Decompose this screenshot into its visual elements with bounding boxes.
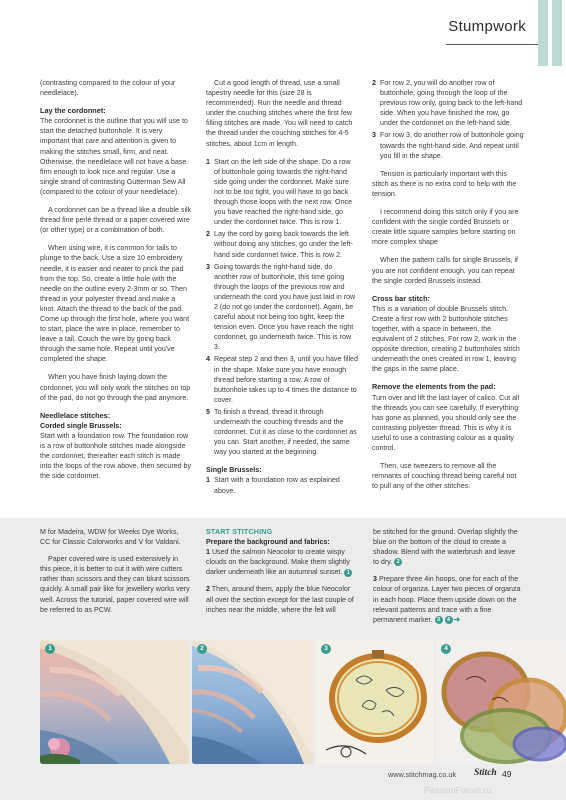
step-text: Lay the cord by going back towards the left without doing any stitches, go under the left-hand side cordonnet twice. This is row 2. <box>214 230 353 259</box>
list-item <box>206 229 358 259</box>
magazine-logo: Stitch <box>474 768 497 778</box>
step-photo-1 <box>40 640 189 764</box>
subheading-prepare: Prepare the background and fabrics: <box>206 538 330 547</box>
list-item <box>206 157 358 228</box>
bottom-column-3 <box>373 527 523 632</box>
photo-number-badge: 2 <box>197 644 207 654</box>
edge-tab <box>552 0 562 66</box>
column-2 <box>206 78 358 504</box>
subheading-single-brussels: Single Brussels: <box>206 466 262 475</box>
paragraph: When the pattern calls for single Brussels, if you are not confident enough, you can repeat the single corded Brussels instead. <box>372 256 518 285</box>
photo-ref-badge: 3 <box>435 616 443 624</box>
step-text: Start with a foundation row as explained above. <box>214 476 340 495</box>
steps-list <box>372 78 524 161</box>
header-rule <box>446 44 546 45</box>
step-text: Prepare three 4in hoops, one for each of the colour of organza. Layer two pieces of organza in each hoop. Place them upside down on the relevant patterns and trace with a fine permanent marker. <box>373 575 521 624</box>
bottom-column-1 <box>40 527 190 622</box>
step-photo-3 <box>316 640 434 764</box>
step-text: To finish a thread, thread it through underneath the couching threads and the cordonnet. Cut it as close to the cordonnet as you can. Start another, if needed, the same way you started at the beginning. <box>214 407 357 457</box>
paragraph: When you have finish laying down the cordonnet, you will only work the stitches on top of the pad, do not go through the pad anymore. <box>40 373 191 402</box>
photo-number-badge: 4 <box>441 644 451 654</box>
step-number: 1 <box>206 157 210 166</box>
paragraph: Paper covered wire is used extensively in this piece, it is better to cut it with wire cutters rather than scissors and they can blunt scissors quickly. A small pair like for jewellery works very well. Across the tutorial, paper covered wire will be referred to as PCW. <box>40 555 190 614</box>
paragraph: When using wire, it is common for tails to plunge to the back. Use a size 10 embroidery needle, it is easier and neater to prick the pad from the top. So, create a little hole with the needle on the outline every 2-3mm or so. Then thread in your polyester thread and make a knot. Attach the thread to the back of the pad. Come up through the first hole, where you want to start, place the wire in place, remember to leave a tail. Couch the wire by going back through the same hole. Repeat until you've completed the shape. <box>40 244 190 364</box>
step-number: 3 <box>206 262 210 271</box>
page-header <box>0 14 566 40</box>
photo-ref-badge: 2 <box>394 558 402 566</box>
heading-remove-elements: Remove the elements from the pad: <box>372 382 496 392</box>
list-item <box>206 354 358 404</box>
photo-number-badge: 1 <box>45 644 55 654</box>
edge-tab <box>538 0 548 66</box>
list-item <box>206 475 358 495</box>
step-number: 2 <box>206 585 210 594</box>
step-number: 5 <box>206 407 210 416</box>
step <box>206 584 356 614</box>
column-3 <box>372 78 524 499</box>
step-number: 1 <box>206 476 210 485</box>
steps-list <box>206 475 358 495</box>
continue-arrow-icon: ➜ <box>453 614 461 624</box>
step-text: For row 2, you will do another row of buttonhole, going through the loop of the previous row only, going back to the left-hand side. When you have finished the row, go under the cordonnet on the left-hand side. <box>380 79 523 128</box>
step-text: Used the salmon Neocolor to create wispy clouds on the background. Make them slightly darker underneath like an autumnal sunset. <box>206 548 350 577</box>
step-text: For row 3, do another row of buttonhole going towards the right-hand side. And repeat until you fill in the shape. <box>380 131 524 160</box>
heading-cross-bar-stitch: Cross bar stitch: <box>372 293 430 303</box>
heading-lay-cordonnet: Lay the cordonnet: <box>40 106 106 116</box>
step <box>373 574 523 624</box>
watermark: PassionForum.ru <box>424 785 492 795</box>
step-text: be stitched for the ground. Overlap slightly the blue on the bottom of the cloud to create a shadow. Blend with the waterbrush and leave to dry. <box>373 528 518 567</box>
bottom-column-2 <box>206 527 356 622</box>
paragraph: Start with a foundation row. The foundation row is a row of buttonhole stitches made alongside the cordonnet, thereafter each stitch is made into the loops of the row above, then secured by the side cordonnet. <box>40 431 192 481</box>
step-number: 2 <box>206 230 210 239</box>
paragraph: The cordonnet is the outline that you will use to start the detached buttonhole. It is very important that care and attention is given to making the stitches small, firm, and neat. Otherwise, the needlelace will not have a base firm enough to look nice and regular. Use a single strand of contrasting Gutterman Sew All (compared to the colour of your needlelace). <box>40 117 188 196</box>
paragraph: Turn over and lift the last layer of calico. Cut all the threads you can see carefully. If everything has gone as planned, you should only see the contrasting polyester thread. This is why it is useful to use a contrasting colour as a quality control. <box>372 393 520 452</box>
step-number: 4 <box>206 355 210 364</box>
list-item <box>372 130 524 160</box>
painted-background-image <box>192 640 314 764</box>
column-1 <box>40 78 192 489</box>
paragraph: Then, use tweezers to remove all the remnants of couching thread being careful not to pull any of the other stitches. <box>372 462 517 491</box>
photo-ref-badge: 1 <box>344 569 352 577</box>
painted-background-image <box>40 640 189 764</box>
hoop-tracing-image <box>316 640 434 764</box>
step-number: 1 <box>206 548 210 557</box>
paragraph: I recommend doing this stitch only if you are confident with the single corded Brussels or create little square samples before starting on more complex shape <box>372 208 519 247</box>
list-item <box>372 78 524 128</box>
step-text: Start on the left side of the shape. Do a row of buttonhole going towards the right-hand side going under the cordonnet. Make sure not to be too tight, you will have to go back through those loops with the next row. Once you have reached the right-hand side, go under the cordonnet twice. This is row 1. <box>214 157 353 227</box>
page-number: 49 <box>502 769 512 779</box>
photo-number-badge: 3 <box>321 644 331 654</box>
subheading-corded-single-brussels: Corded single Brussels: <box>40 421 122 430</box>
step-number: 2 <box>372 79 376 87</box>
paragraph: This is a variation of double Brussels stitch. Create a first row with 2 buttonhole stitches together, with a space in between, the equivalent of 2 stitches. For row 2, work in the opposite direction, creating 2 buttonholes stitch underneath the ones created in row 1, leaving the gaps in the same place. <box>372 304 520 374</box>
paragraph: M for Madeira, WDW for Weeks Dye Works, CC for Classic Colorworks and V for Valdani. <box>40 528 181 547</box>
step-photo-4 <box>436 640 566 764</box>
article-body <box>40 78 528 518</box>
heading-needlelace-stitches: Needlelace stitches: <box>40 410 111 420</box>
steps-list <box>206 157 358 458</box>
section-kicker: START STITCHING <box>206 528 273 536</box>
paragraph: A cordonnet can be a thread like a double silk thread fine perlé thread or a paper covered wire (or other type) or a combination of both. <box>40 206 192 235</box>
step-number: 3 <box>372 131 376 140</box>
step-number: 3 <box>373 575 377 584</box>
step-photo-2 <box>192 640 314 764</box>
paragraph: Tension is particularly important with this stitch as there is no extra cord to help with the tension. <box>372 169 517 198</box>
photo-ref-badge: 4 <box>445 616 453 624</box>
paragraph <box>373 527 523 567</box>
step-text: Going towards the right-hand side, do another row of buttonhole, this time going through the loops of the previous row and underneath the cord you have just laid in row 2 (do not go under the cordonnet). Again, be careful about not being too tight, keep the tension even. Once you have reach the right cordonnet, go underneath twice. This is row 3. <box>214 262 356 352</box>
step <box>206 547 356 577</box>
footer-url: www.stitchmag.co.uk <box>388 770 457 779</box>
step-text: Repeat step 2 and then 3, until you have filled in the shape. Make sure you have enough thread before starting a row. A row of buttonhole takes up to 4 times the distance to cover. <box>214 355 358 404</box>
organza-hoops-image <box>436 640 566 764</box>
list-item <box>206 262 358 353</box>
section-title: Stumpwork <box>448 18 526 35</box>
paragraph: Cut a good length of thread, use a small tapestry needle for this (size 28 is recommended). Run the needle and thread under the couching stitches where the first few filling stitches are made. You will need to catch the thread under the couching stitches for 4-5 stitches, about 1cm in length. <box>206 79 353 148</box>
paragraph: (contrasting compared to the colour of your needlelace). <box>40 79 176 98</box>
step-text: Then, around them, apply the blue Neocolor all over the section except for the last couple of inches near the middle, where the felt will <box>206 585 354 614</box>
list-item <box>206 407 358 457</box>
